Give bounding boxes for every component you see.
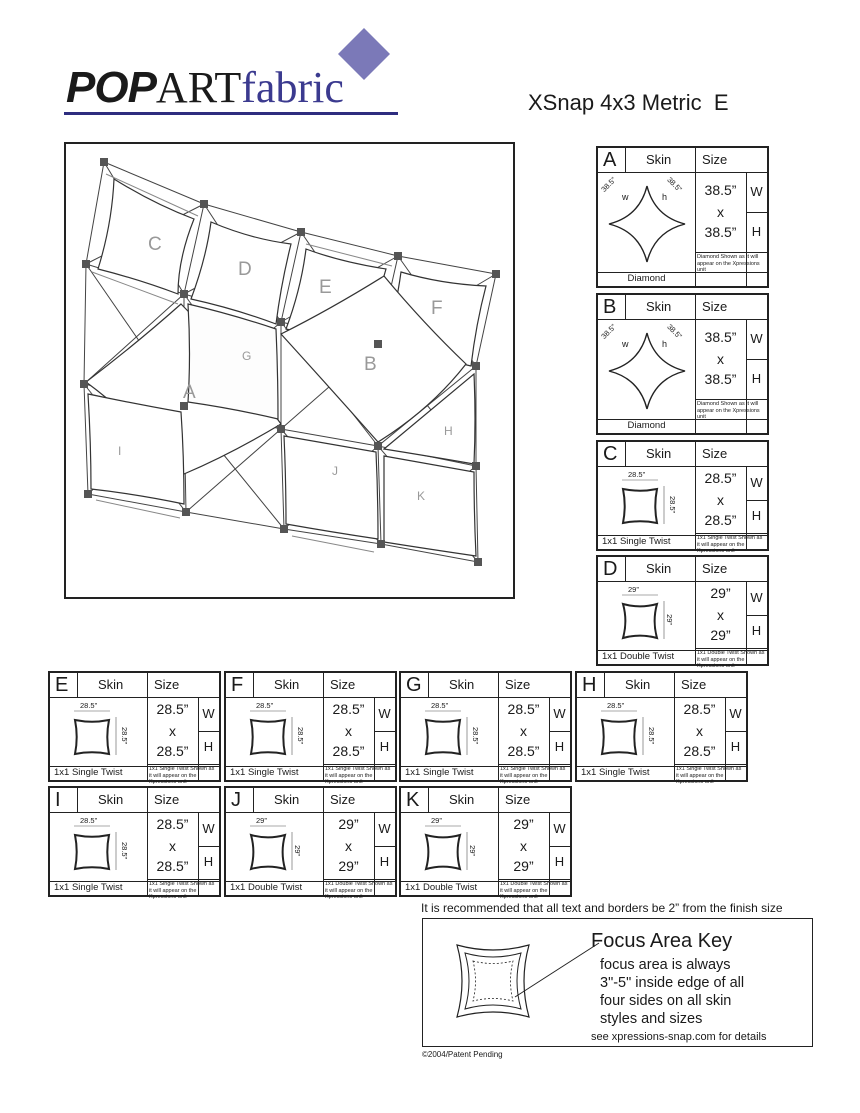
divider — [549, 731, 570, 732]
frame-drawing — [66, 144, 513, 597]
skin-column-label: Skin — [625, 677, 651, 692]
h-side-label: h — [662, 192, 668, 202]
logo-art-text: ART — [155, 63, 242, 112]
skin-style-label: 1x1 Double Twist — [230, 882, 303, 893]
frame-label-c: C — [148, 234, 162, 255]
skin-column-label: Skin — [646, 446, 672, 461]
dim-height-label: 29” — [664, 614, 674, 625]
skin-column-label: Skin — [646, 299, 672, 314]
card-header — [598, 557, 767, 582]
w-side-label: w — [622, 192, 629, 202]
divider — [498, 879, 570, 880]
size-column-label: Size — [330, 792, 356, 807]
size-width-value: 29” — [338, 815, 359, 832]
skin-letter: A — [603, 149, 617, 171]
h-label: H — [751, 508, 762, 524]
size-column-label: Size — [154, 677, 180, 692]
h-label: H — [203, 739, 214, 755]
size-height-value: 38.5” — [704, 371, 737, 387]
size-height-value: 29” — [338, 857, 359, 874]
size-height-value: 28.5” — [156, 742, 189, 759]
divider — [695, 148, 696, 286]
size-height-value: 38.5” — [704, 224, 737, 240]
logo-pop-text: POP — [66, 63, 156, 112]
size-column-label: Size — [702, 299, 728, 314]
w-label: W — [553, 705, 566, 721]
skin-note: Diamond Shown as it will appear on the Xpressions unit — [697, 254, 760, 273]
skin-card-d — [596, 555, 769, 669]
size-times: x — [169, 837, 176, 854]
frame-label-i: I — [118, 444, 122, 458]
divider — [695, 399, 767, 400]
skin-note: 1x1 Single Twist Shown as it will appear on the Xpressions unit — [149, 766, 215, 785]
h-label: H — [554, 854, 565, 870]
dimension-lines — [598, 466, 695, 536]
size-width-value: 28.5” — [507, 700, 540, 717]
skin-card-a — [596, 146, 769, 288]
size-times: x — [520, 837, 527, 854]
size-column-label: Size — [702, 446, 728, 461]
skin-card-e — [48, 671, 221, 785]
skin-letter: I — [55, 789, 61, 811]
skin-style-label: Diamond — [627, 420, 666, 431]
logo-fabric-text: fabric — [241, 63, 344, 112]
dim-height-label: 28.5” — [668, 495, 678, 514]
skin-note: 1x1 Single Twist Shown as it will appear on the Xpressions unit — [697, 535, 763, 554]
w-label: W — [553, 820, 566, 836]
skin-style-label: 1x1 Single Twist — [405, 767, 474, 778]
card-header — [401, 788, 570, 813]
divider — [549, 846, 570, 847]
divider — [625, 295, 626, 319]
divider — [625, 557, 626, 581]
h-label: H — [379, 739, 390, 755]
skin-card-k — [399, 786, 572, 900]
divider — [746, 615, 767, 616]
skin-column-label: Skin — [449, 792, 475, 807]
skin-letter: K — [406, 789, 420, 811]
skin-note: Diamond Shown as it will appear on the Xpressions unit — [697, 401, 760, 420]
w-label: W — [378, 705, 391, 721]
size-times: x — [345, 722, 352, 739]
divider — [374, 731, 395, 732]
skin-style-label: 1x1 Single Twist — [54, 882, 123, 893]
size-width-value: 29” — [513, 815, 534, 832]
frame-label-b: B — [364, 354, 377, 375]
divider — [674, 764, 746, 765]
size-column-label: Size — [702, 561, 728, 576]
focus-area-key — [422, 918, 813, 1047]
h-label: H — [379, 854, 390, 870]
divider — [746, 212, 767, 213]
size-column-label: Size — [702, 152, 728, 167]
diamond-skin-icon — [607, 331, 687, 411]
frame-label-f: F — [431, 298, 443, 319]
card-header — [226, 788, 395, 813]
dim-height-label: 29” — [292, 845, 302, 856]
dim-width-label: 28.5” — [607, 701, 625, 710]
divider — [374, 846, 395, 847]
size-column-label: Size — [154, 792, 180, 807]
skin-column-label: Skin — [98, 792, 124, 807]
skin-style-label: 1x1 Double Twist — [602, 651, 675, 662]
size-width-value: 28.5” — [704, 469, 737, 486]
skin-card-f — [224, 671, 397, 785]
focus-key-body — [600, 956, 744, 1028]
divider — [695, 648, 767, 649]
divider — [604, 673, 605, 697]
size-times: x — [717, 606, 724, 623]
w-label: W — [202, 820, 215, 836]
divider — [428, 673, 429, 697]
dim-width-label: 29” — [256, 816, 267, 825]
h-side-label: h — [662, 339, 668, 349]
focus-key-title: Focus Area Key — [591, 930, 733, 952]
size-width-value: 28.5” — [156, 700, 189, 717]
divider — [147, 879, 219, 880]
size-height-value: 29” — [513, 857, 534, 874]
size-height-value: 28.5” — [332, 742, 365, 759]
divider — [746, 359, 767, 360]
frame-label-k: K — [417, 489, 426, 503]
dim-height-label: 38.5” — [665, 175, 684, 194]
logo-underline — [64, 112, 398, 115]
skin-column-label: Skin — [449, 677, 475, 692]
w-side-label: w — [622, 339, 629, 349]
w-label: W — [750, 474, 763, 490]
skin-letter: C — [603, 443, 618, 465]
skin-letter: E — [55, 674, 69, 696]
logo-diamond-icon — [336, 26, 392, 82]
dimension-lines — [577, 697, 674, 767]
divider — [77, 673, 78, 697]
dimension-lines — [401, 697, 498, 767]
size-times: x — [169, 722, 176, 739]
dimension-lines — [598, 581, 695, 651]
skin-card-g — [399, 671, 572, 785]
size-width-value: 38.5” — [704, 182, 737, 198]
skin-letter: F — [231, 674, 244, 696]
skin-note: 1x1 Double Twist Shown as it will appear on the Xpressions unit — [697, 650, 765, 669]
skin-column-label: Skin — [646, 152, 672, 167]
size-times: x — [520, 722, 527, 739]
dim-width-label: 28.5” — [80, 816, 98, 825]
skin-letter: D — [603, 558, 618, 580]
divider — [725, 731, 746, 732]
skin-column-label: Skin — [646, 561, 672, 576]
skin-column-label: Skin — [274, 792, 300, 807]
dimension-lines — [50, 812, 147, 882]
focus-key-line: four sides on all skin — [600, 993, 732, 1009]
size-times: x — [696, 722, 703, 739]
skin-style-label: 1x1 Single Twist — [230, 767, 299, 778]
dim-height-label: 28.5” — [120, 726, 130, 745]
divider — [695, 295, 696, 433]
dimension-lines — [401, 812, 498, 882]
dim-height-label: 28.5” — [471, 726, 481, 745]
size-width-value: 29” — [710, 584, 731, 601]
card-header — [226, 673, 395, 698]
divider — [625, 148, 626, 172]
divider — [746, 500, 767, 501]
skin-card-h — [575, 671, 748, 785]
size-column-label: Size — [330, 677, 356, 692]
size-width-value: 28.5” — [332, 700, 365, 717]
dimension-lines — [226, 697, 323, 767]
skin-style-label: 1x1 Single Twist — [581, 767, 650, 778]
frame-label-h: H — [444, 424, 453, 438]
skin-column-label: Skin — [98, 677, 124, 692]
divider — [253, 788, 254, 812]
diamond-skin-icon — [607, 184, 687, 264]
size-height-value: 28.5” — [156, 857, 189, 874]
h-label: H — [554, 739, 565, 755]
divider — [198, 731, 219, 732]
divider — [498, 764, 570, 765]
divider — [323, 764, 395, 765]
h-label: H — [751, 371, 762, 386]
skin-note: 1x1 Single Twist Shown as it will appear on the Xpressions unit — [325, 766, 391, 785]
h-label: H — [751, 224, 762, 239]
dim-width-label: 28.5” — [628, 470, 646, 479]
h-label: H — [203, 854, 214, 870]
skin-note: 1x1 Double Twist Shown as it will appear on the Xpressions unit — [500, 881, 568, 900]
skin-style-label: 1x1 Double Twist — [405, 882, 478, 893]
card-header — [50, 673, 219, 698]
divider — [625, 442, 626, 466]
dim-width-label: 28.5” — [256, 701, 274, 710]
divider — [253, 673, 254, 697]
skin-letter: J — [231, 789, 241, 811]
dim-width-label: 38.5” — [599, 322, 618, 341]
size-width-value: 28.5” — [156, 815, 189, 832]
w-label: W — [750, 331, 763, 346]
card-header — [598, 442, 767, 467]
skin-note: 1x1 Single Twist Shown as it will appear on the Xpressions unit — [149, 881, 215, 900]
dim-width-label: 28.5” — [80, 701, 98, 710]
w-label: W — [202, 705, 215, 721]
skin-card-j — [224, 786, 397, 900]
dimension-lines — [50, 697, 147, 767]
skin-style-label: 1x1 Single Twist — [54, 767, 123, 778]
size-column-label: Size — [505, 677, 531, 692]
size-height-value: 28.5” — [507, 742, 540, 759]
skin-letter: G — [406, 674, 422, 696]
copyright: ©2004/Patent Pending — [422, 1050, 503, 1059]
frame-label-j: J — [332, 464, 338, 478]
frame-label-d: D — [238, 259, 252, 280]
dim-width-label: 29” — [431, 816, 442, 825]
skin-column-label: Skin — [274, 677, 300, 692]
recommendation-text: It is recommended that all text and borders be 2” from the finish size — [421, 901, 783, 915]
card-header — [50, 788, 219, 813]
size-width-value: 28.5” — [683, 700, 716, 717]
size-column-label: Size — [505, 792, 531, 807]
size-height-value: 29” — [710, 626, 731, 643]
dim-height-label: 28.5” — [120, 841, 130, 860]
h-label: H — [730, 739, 741, 755]
divider — [77, 788, 78, 812]
divider — [695, 533, 767, 534]
size-times: x — [717, 204, 724, 220]
size-width-value: 38.5” — [704, 329, 737, 345]
card-header — [401, 673, 570, 698]
dimension-lines — [226, 812, 323, 882]
focus-key-line: focus area is always — [600, 957, 731, 973]
frame-label-a: A — [183, 382, 196, 403]
focus-pointer-line — [513, 939, 603, 999]
dim-width-label: 38.5” — [599, 175, 618, 194]
w-label: W — [750, 589, 763, 605]
skin-style-label: 1x1 Single Twist — [602, 536, 671, 547]
size-times: x — [345, 837, 352, 854]
skin-card-b — [596, 293, 769, 435]
dim-height-label: 38.5” — [665, 322, 684, 341]
skin-note: 1x1 Single Twist Shown as it will appear on the Xpressions unit — [500, 766, 566, 785]
dim-height-label: 28.5” — [296, 726, 306, 745]
dim-width-label: 28.5” — [431, 701, 449, 710]
skin-letter: B — [603, 296, 617, 318]
w-label: W — [750, 184, 763, 199]
w-label: W — [729, 705, 742, 721]
frame-label-e: E — [319, 277, 332, 298]
skin-card-i — [48, 786, 221, 900]
dim-height-label: 29” — [467, 845, 477, 856]
w-label: W — [378, 820, 391, 836]
skin-note: 1x1 Double Twist Shown as it will appear on the Xpressions unit — [325, 881, 393, 900]
size-height-value: 28.5” — [683, 742, 716, 759]
dim-width-label: 29” — [628, 585, 639, 594]
focus-key-line: 3"-5" inside edge of all — [600, 975, 745, 991]
card-header — [598, 148, 767, 173]
h-label: H — [751, 623, 762, 639]
dim-height-label: 28.5” — [647, 726, 657, 745]
skin-style-label: Diamond — [627, 273, 666, 284]
size-times: x — [717, 351, 724, 367]
frame-illustration — [64, 142, 515, 599]
skin-letter: H — [582, 674, 597, 696]
divider — [323, 879, 395, 880]
skin-note: 1x1 Single Twist Shown as it will appear on the Xpressions unit — [676, 766, 742, 785]
logo — [62, 22, 402, 118]
size-times: x — [717, 491, 724, 508]
size-column-label: Size — [681, 677, 707, 692]
focus-key-see-link: see xpressions-snap.com for details — [591, 1031, 767, 1043]
skin-card-c — [596, 440, 769, 554]
focus-key-line: styles and sizes — [600, 1011, 703, 1027]
divider — [147, 764, 219, 765]
divider — [695, 252, 767, 253]
page-title: XSnap 4x3 Metric E — [528, 90, 729, 115]
frame-label-g: G — [242, 349, 252, 363]
card-header — [598, 295, 767, 320]
size-height-value: 28.5” — [704, 511, 737, 528]
divider — [428, 788, 429, 812]
card-header — [577, 673, 746, 698]
divider — [198, 846, 219, 847]
